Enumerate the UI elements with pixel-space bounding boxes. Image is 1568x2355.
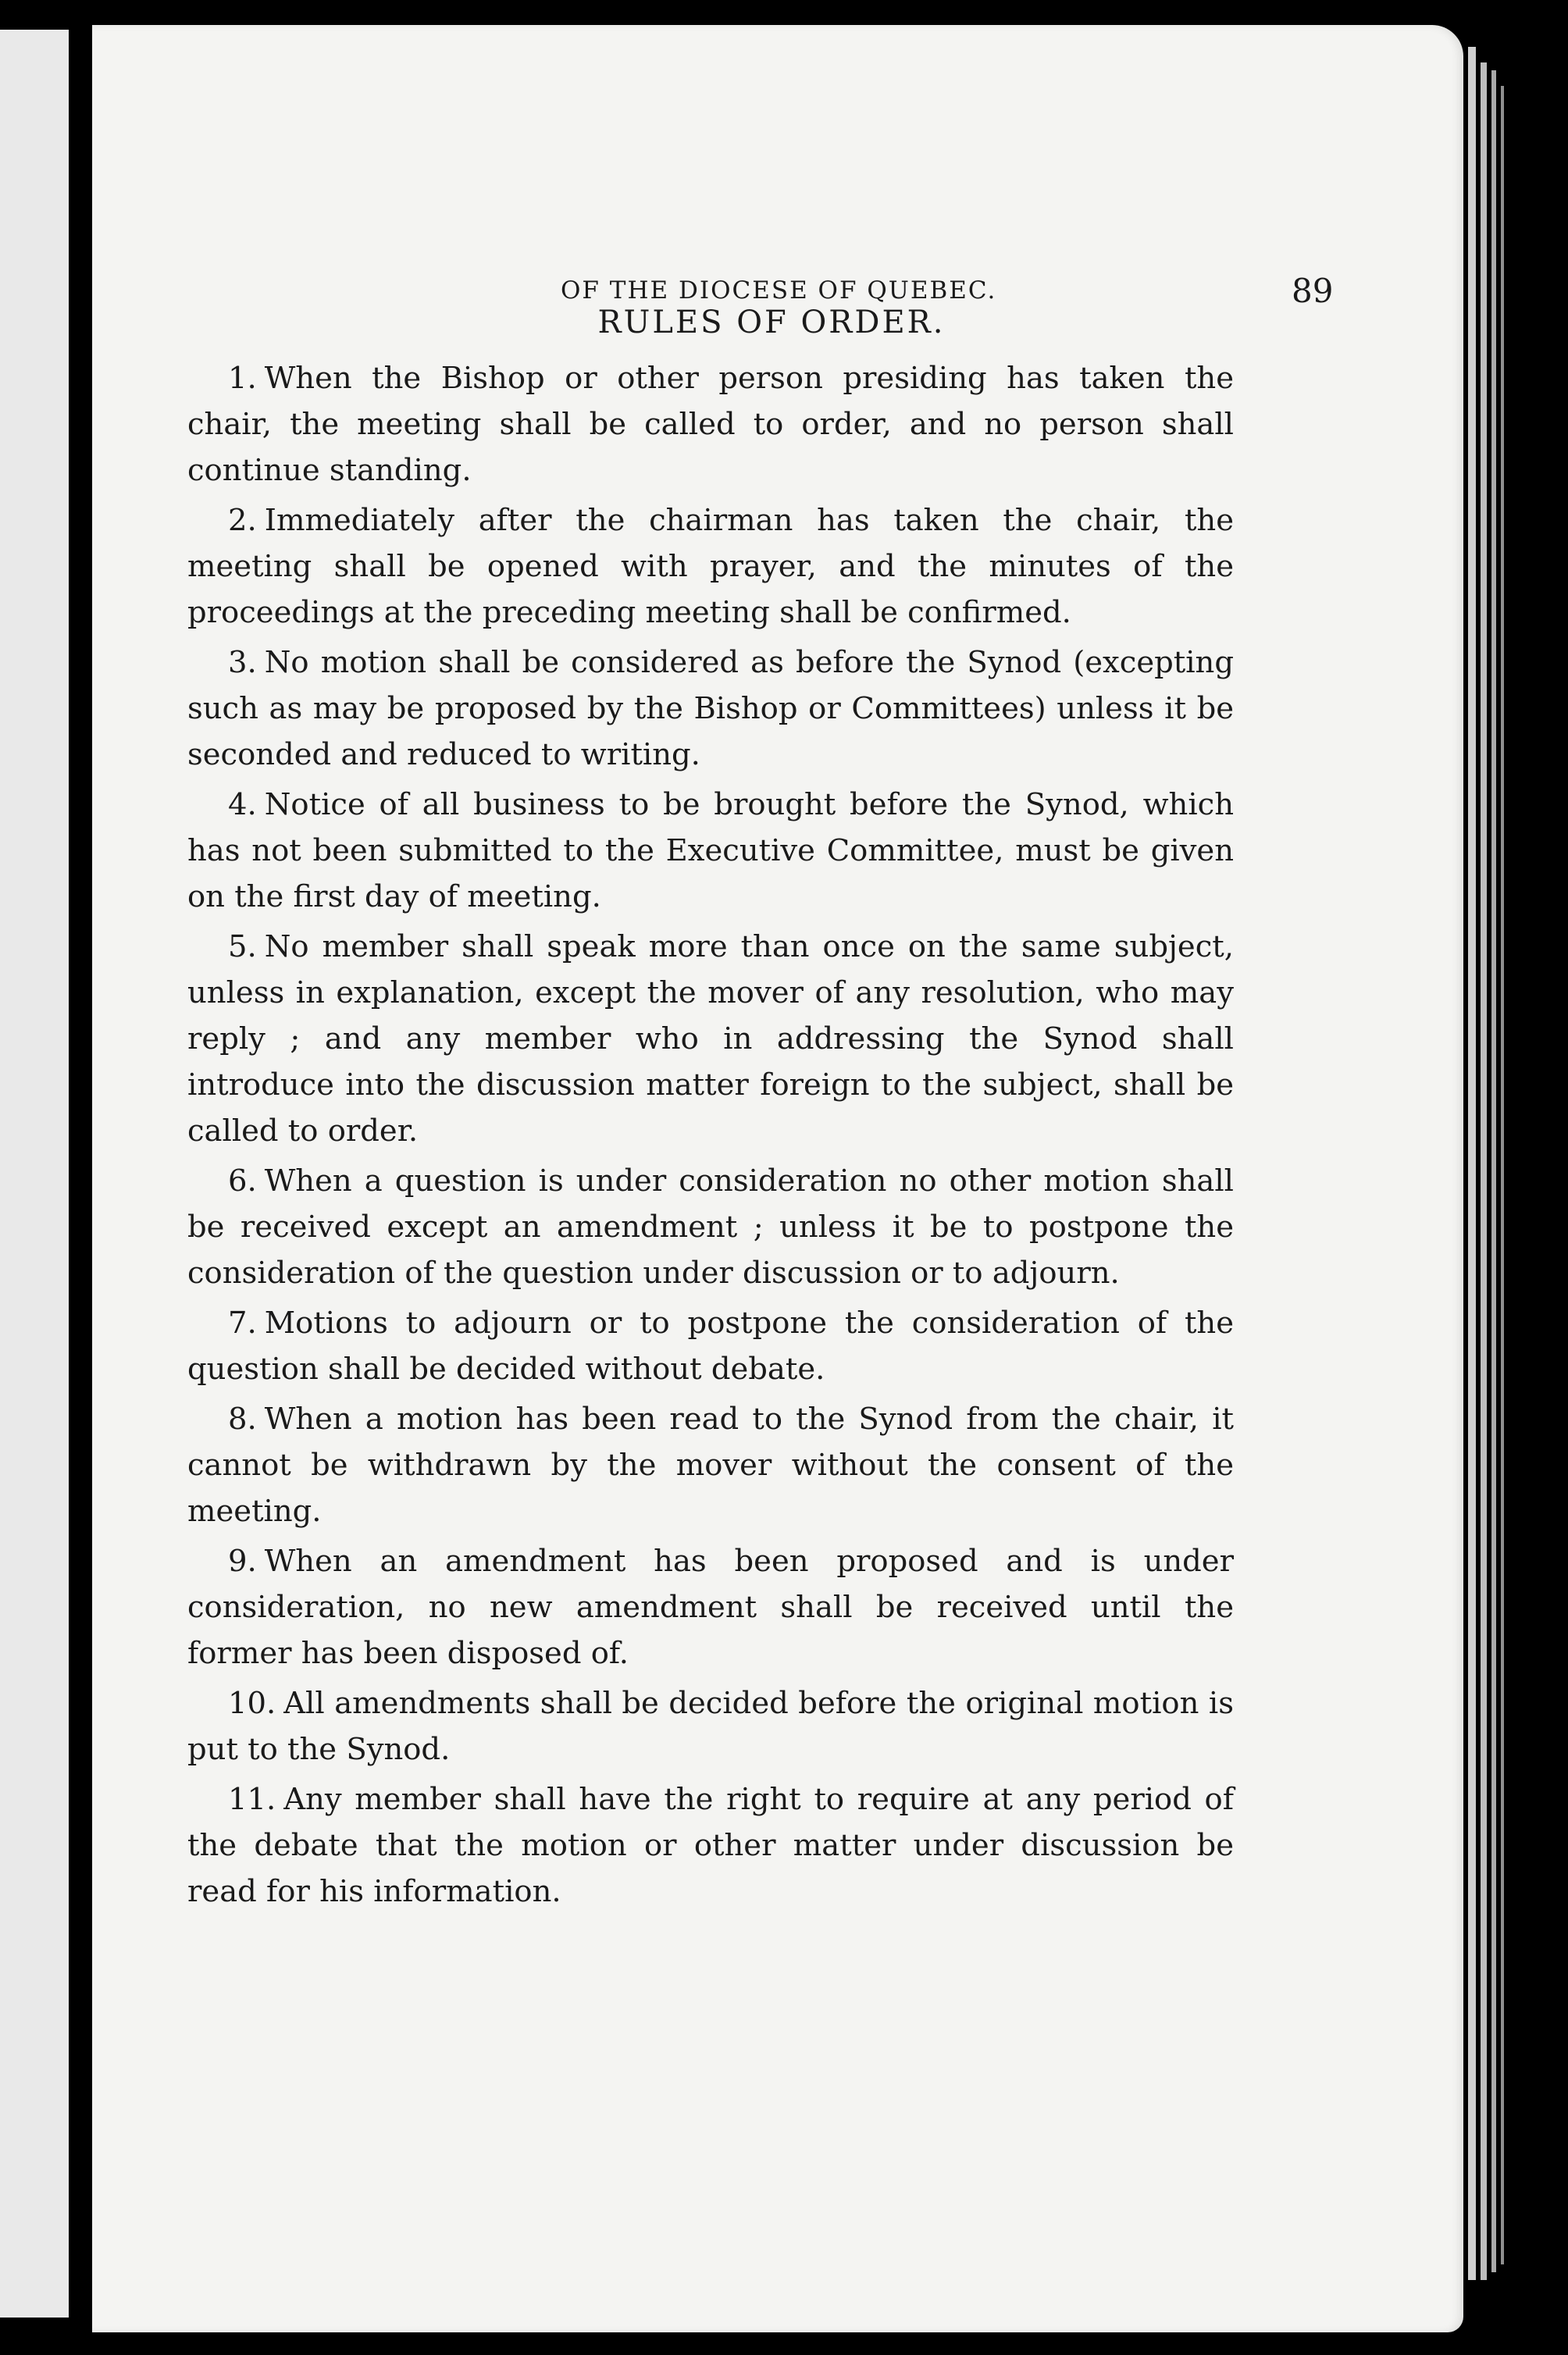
rule-text: When a question is under consideration no other motion shall be received except an amendment ; unless it be to postpone the consideration of the question under discussion or to adjourn. — [187, 1163, 1234, 1291]
rule-number: 9. — [228, 1544, 257, 1579]
rule-number: 1. — [228, 361, 257, 396]
rule-text: Immediately after the chairman has taken the chair, the meeting shall be opened with prayer, and the minutes of the proceedings at the preceding meeting shall be confirmed. — [187, 503, 1234, 630]
page-number: 89 — [1292, 272, 1334, 310]
page-stack-edge — [1491, 70, 1496, 2272]
rule-number: 10. — [228, 1686, 276, 1721]
rule-item — [187, 1396, 1234, 1534]
rule-number: 4. — [228, 787, 257, 822]
page-stack-edge — [1468, 47, 1476, 2280]
rule-item — [187, 1776, 1234, 1915]
rule-item — [187, 497, 1234, 636]
rule-text: When an amendment has been proposed and is under consideration, no new amendment shall be received until the former has been disposed of. — [187, 1544, 1234, 1671]
rule-item — [187, 640, 1234, 778]
rules-list — [187, 355, 1234, 1919]
running-head: OF THE DIOCESE OF QUEBEC. — [561, 276, 997, 305]
rule-number: 8. — [228, 1402, 257, 1437]
rule-item — [187, 1680, 1234, 1772]
rule-text: No motion shall be considered as before the Synod (excepting such as may be proposed by the Bishop or Committees) unless it be seconded and reduced to writing. — [187, 645, 1234, 772]
facing-page-edge — [0, 30, 69, 2318]
rule-item — [187, 924, 1234, 1154]
rule-item — [187, 1158, 1234, 1296]
rule-item — [187, 355, 1234, 493]
rule-number: 5. — [228, 929, 257, 964]
rule-number: 11. — [228, 1782, 276, 1817]
page-stack-edge — [1501, 86, 1504, 2264]
rule-number: 3. — [228, 645, 257, 680]
page-stack-edge — [1481, 62, 1487, 2280]
rule-number: 6. — [228, 1163, 257, 1199]
rule-text: No member shall speak more than once on the same subject, unless in explanation, except the mover of any resolution, who may reply ; and any member who in addressing the Synod shall introduce into the discussion matter foreign to the subject, shall be called to order. — [187, 929, 1234, 1149]
rule-text: Any member shall have the right to require at any period of the debate that the motion or other matter under discussion be read for his information. — [187, 1782, 1234, 1909]
rule-text: Notice of all business to be brought before the Synod, which has not been submitted to the Executive Committee, must be given on the first day of meeting. — [187, 787, 1234, 914]
rule-number: 2. — [228, 503, 257, 538]
rule-item — [187, 1538, 1234, 1676]
rule-text: When a motion has been read to the Synod from the chair, it cannot be withdrawn by the mover without the consent of the meeting. — [187, 1402, 1234, 1529]
rule-text: When the Bishop or other person presiding has taken the chair, the meeting shall be called to order, and no person shall continue standing. — [187, 361, 1234, 488]
section-heading: RULES OF ORDER. — [597, 305, 946, 340]
rule-item — [187, 782, 1234, 920]
rule-text: Motions to adjourn or to postpone the consideration of the question shall be decided without debate. — [187, 1306, 1234, 1387]
rule-text: All amendments shall be decided before the original motion is put to the Synod. — [187, 1686, 1234, 1767]
rule-number: 7. — [228, 1306, 257, 1341]
rule-item — [187, 1300, 1234, 1392]
